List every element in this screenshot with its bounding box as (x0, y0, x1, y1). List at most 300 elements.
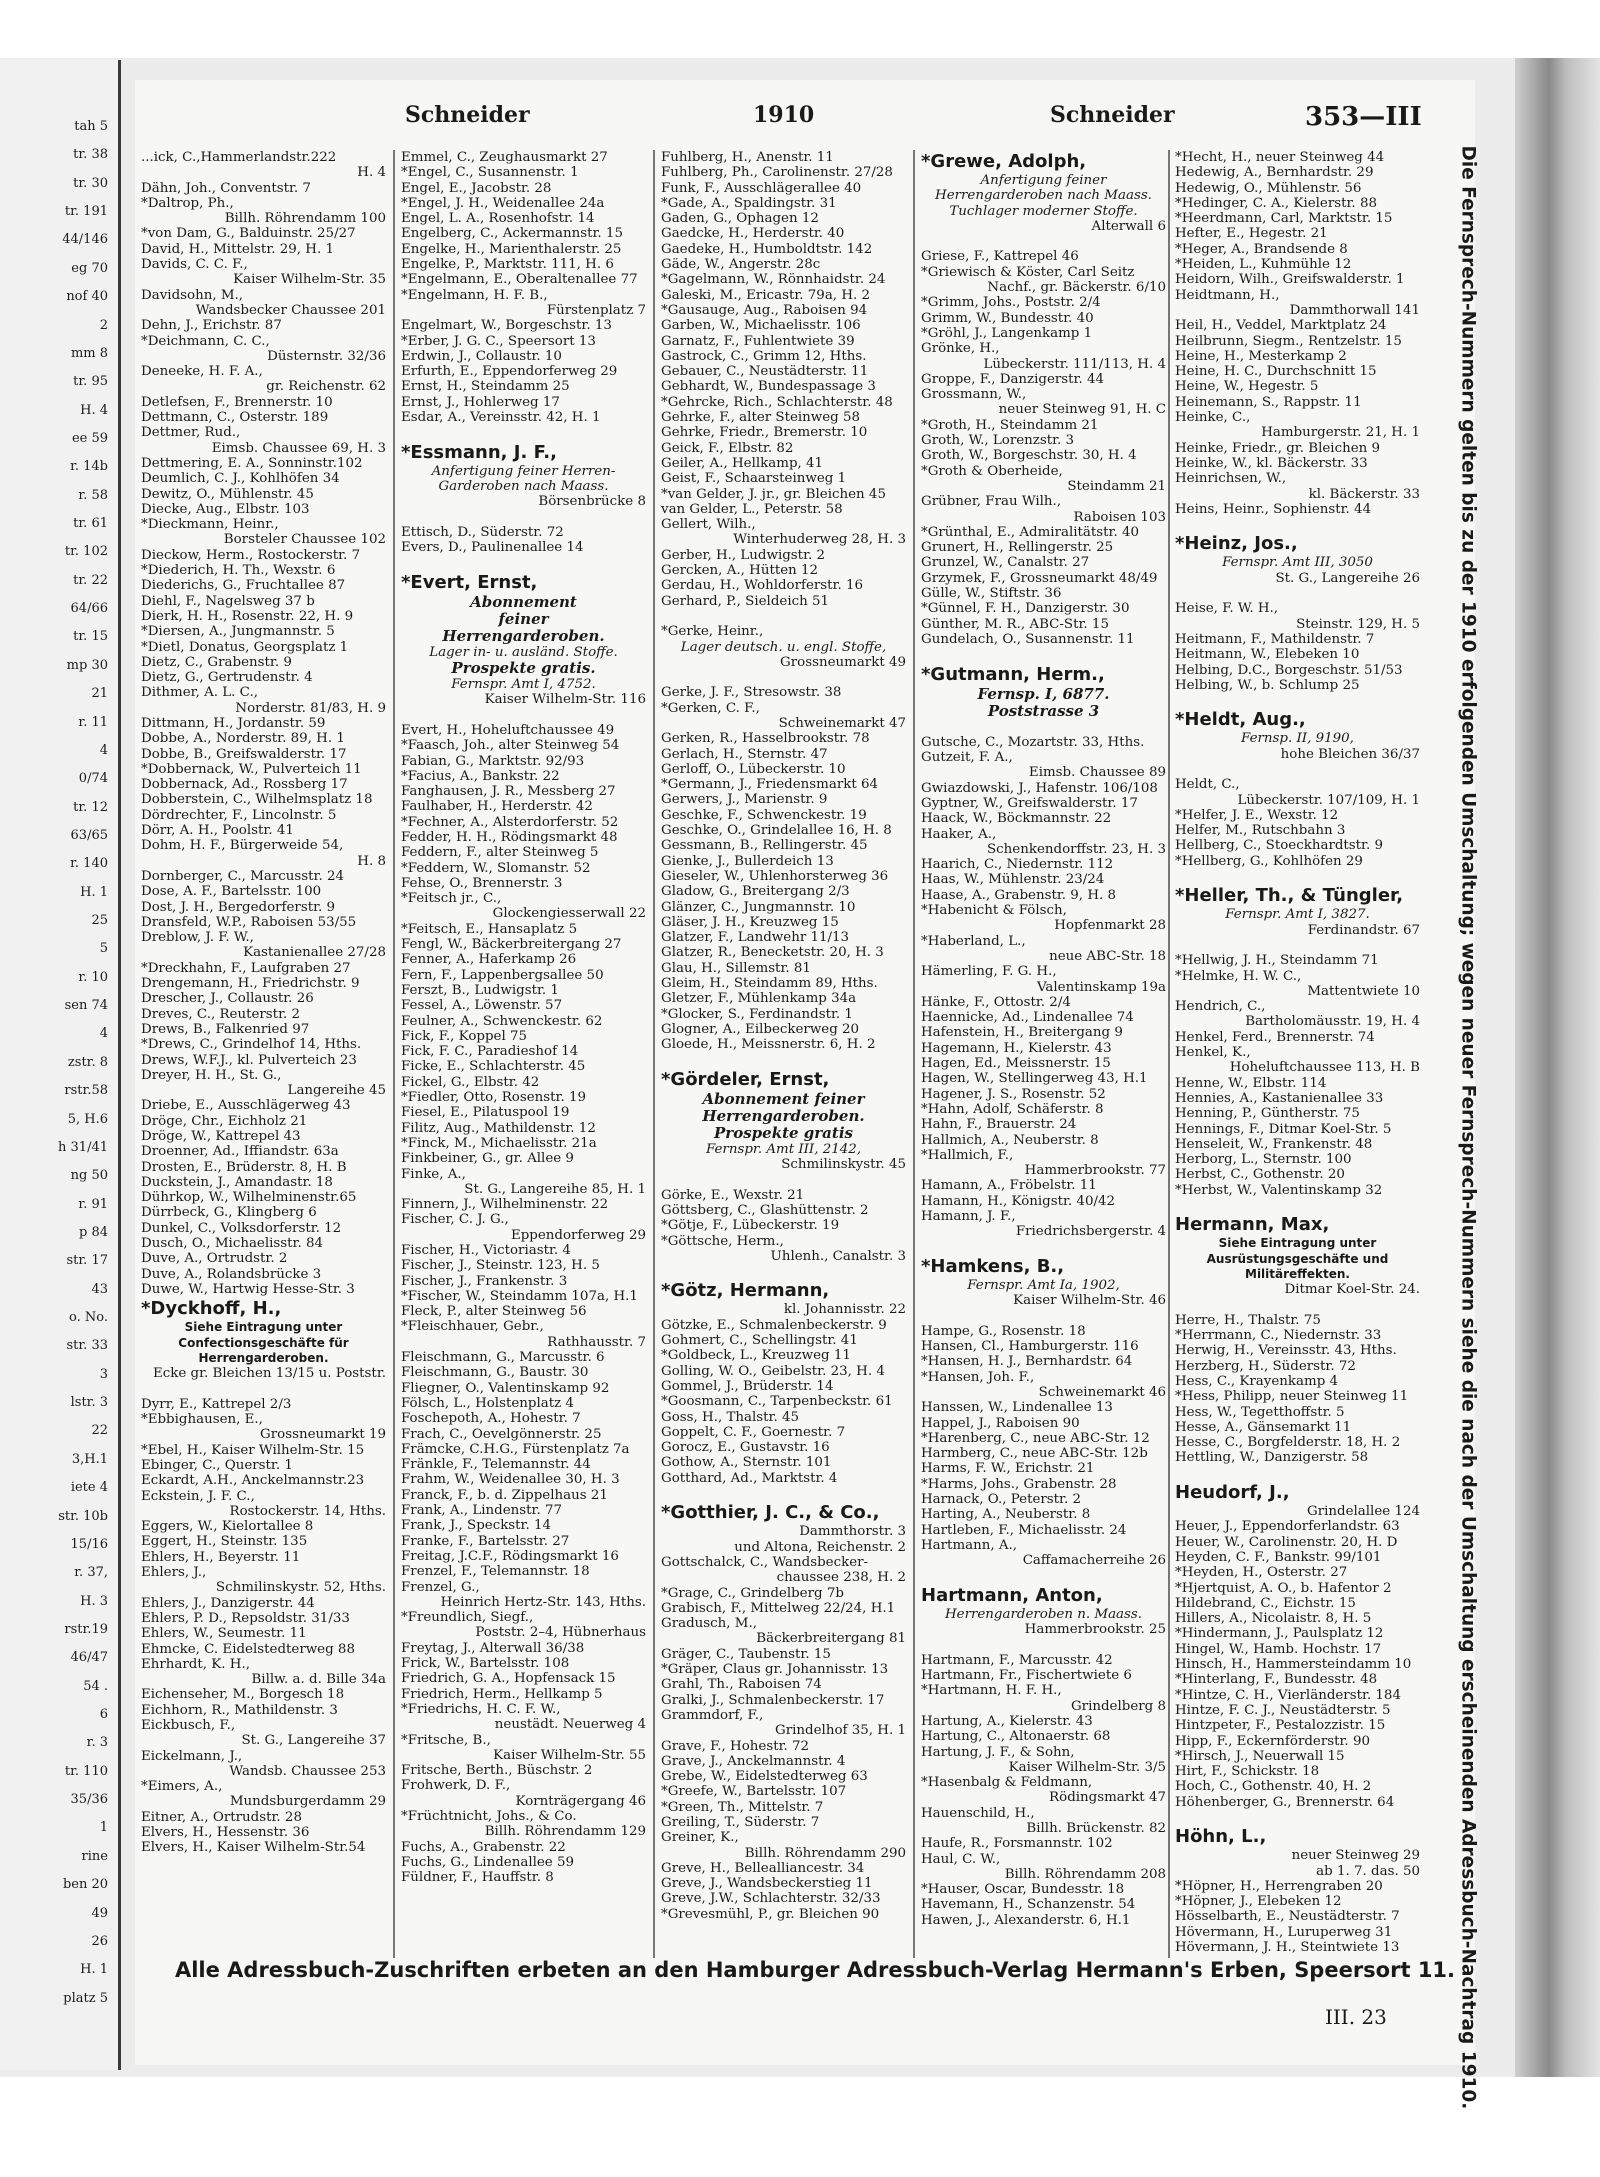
directory-entry: Henning, P., Güntherstr. 75 (1175, 1106, 1360, 1122)
vertical-margin-note (1453, 145, 1493, 2110)
directory-entry: *Hirsch, J., Neuerwall 15 (1175, 1748, 1345, 1764)
directory-entry: Dusch, O., Michaelisstr. 84 (141, 1236, 324, 1252)
directory-entry: und Altona, Reichenstr. 2 (734, 1539, 906, 1555)
directory-entry (1175, 693, 1420, 708)
directory-entry (921, 720, 1166, 735)
directory-entry: Billw. a. d. Bille 34a (251, 1672, 386, 1688)
directory-entry: Hess, W., Tegetthoffstr. 5 (1175, 1404, 1345, 1420)
directory-entry: Grossmann, W., (921, 387, 1027, 403)
directory-entry: Düsternstr. 32/36 (267, 348, 386, 364)
directory-entry: Dördrechter, F., Lincolnstr. 5 (141, 807, 337, 823)
directory-entry: Eimsb. Chaussee 69, H. 3 (211, 440, 386, 456)
directory-entry: Eickbusch, F., (141, 1717, 236, 1733)
directory-entry: Gundelach, O., Susannenstr. 11 (921, 631, 1135, 647)
directory-entry: *Gade, A., Spaldingstr. 31 (661, 195, 837, 211)
directory-entry: Hamburgerstr. 21, H. 1 (1261, 425, 1420, 441)
directory-column-4 (921, 150, 1166, 1960)
previous-page-fragment: 63/65 (70, 827, 108, 843)
directory-entry: Hamann, J. F., (921, 1209, 1016, 1224)
directory-entry (661, 1172, 906, 1187)
directory-entry: Gülle, W., Stiftstr. 36 (921, 586, 1062, 602)
directory-entry: Börsenbrücke 8 (538, 494, 646, 510)
directory-entry: Schenkendorffstr. 23, H. 3 (986, 841, 1166, 857)
directory-entry: *Goldbeck, L., Kreuzweg 11 (661, 1348, 851, 1364)
directory-entry: Glatzer, R., Benecketstr. 20, H. 3 (661, 945, 884, 961)
directory-entry: Heinke, W., kl. Bäckerstr. 33 (1175, 455, 1368, 471)
directory-entry: *Dieckmann, Heinr., (141, 517, 279, 533)
directory-entry: Fuchs, A., Grabenstr. 22 (401, 1839, 566, 1855)
directory-page (135, 80, 1479, 2110)
previous-page-fragment: tr. 15 (73, 629, 108, 645)
directory-entry (921, 1637, 1166, 1652)
directory-entry: Hamann, A., Fröbelstr. 11 (921, 1178, 1097, 1194)
directory-entry: Winterhuderweg 28, H. 3 (733, 532, 906, 548)
directory-entry: Freytag, J., Alterwall 36/38 (401, 1640, 585, 1656)
previous-page-fragment: r. 3 (86, 1735, 108, 1751)
directory-entry: Hoch, C., Gothenstr. 40, H. 2 (1175, 1779, 1372, 1795)
directory-entry: Ecke gr. Bleichen 13/15 u. Poststr. (152, 1366, 386, 1382)
directory-entry: Gessmann, B., Rellingerstr. 45 (661, 838, 868, 854)
directory-entry: Grave, J., Anckelmannstr. 4 (661, 1753, 846, 1769)
directory-entry: Helfer, M., Rutschbahn 3 (1175, 823, 1346, 839)
directory-entry: Heidorn, Wilh., Greifswalderstr. 1 (1175, 272, 1405, 288)
directory-entry: Finke, A., (401, 1166, 466, 1182)
directory-entry: *Göttsche, Herm., (661, 1233, 784, 1249)
directory-entry: *van Gelder, J. jr., gr. Bleichen 45 (661, 486, 886, 502)
previous-page-fragment: 5 (99, 941, 108, 957)
directory-entry: Groth, W., Borgeschstr. 30, H. 4 (921, 448, 1137, 464)
directory-entry: Eimsb. Chaussee 89 (1028, 765, 1166, 781)
directory-entry: Gerke, J. F., Stresowstr. 38 (661, 685, 842, 701)
directory-entry: Grindelhof 35, H. 1 (775, 1723, 906, 1739)
directory-entry: Dithmer, A. L. C., (141, 685, 258, 701)
directory-entry: ab 1. 7. das. 50 (1316, 1863, 1420, 1879)
directory-entry: Davids, C. C. F., (141, 257, 248, 273)
directory-entry: Höhenberger, G., Brennerstr. 64 (1175, 1794, 1395, 1810)
previous-page-fragment: 22 (91, 1423, 108, 1439)
directory-entry: *Glocker, S., Ferdinandstr. 1 (661, 1006, 853, 1022)
directory-entry: Haase, A., Grabenstr. 9, H. 8 (921, 887, 1117, 903)
directory-entry: *Dietl, Donatus, Georgsplatz 1 (141, 639, 349, 655)
directory-entry: David, H., Mittelstr. 29, H. 1 (141, 241, 335, 257)
directory-entry: Fuhlberg, Ph., Carolinenstr. 27/28 (661, 165, 893, 181)
directory-column-2 (401, 150, 646, 1960)
advertisement-line: Tuchlager moderner Stoffe. (949, 203, 1138, 219)
advertisement-line: Lager in- u. ausländ. Stoffe. (429, 644, 618, 660)
previous-page-fragment: tr. 102 (64, 544, 108, 560)
directory-entry: Gebhardt, W., Bundespassage 3 (661, 379, 876, 395)
previous-page-fragment: 64/66 (70, 601, 108, 617)
directory-entry: Foschepoth, A., Hohestr. 7 (401, 1411, 581, 1427)
directory-entry: Harnack, O., Peterstr. 2 (921, 1492, 1082, 1508)
directory-entry: Dittmann, H., Jordanstr. 59 (141, 715, 326, 731)
directory-entry: Heine, W., Hegestr. 5 (1175, 379, 1319, 395)
previous-page-fragment: platz 5 (63, 1990, 108, 2006)
directory-entry: Dreblow, J. F. W., (141, 930, 254, 946)
directory-entry: Glatzer, F., Landwehr 11/13 (661, 930, 850, 946)
directory-entry: *Hartmann, H. F. H., (921, 1683, 1062, 1699)
directory-entry: Dobberstein, C., Wilhelmsplatz 18 (141, 792, 373, 808)
directory-entry: Feulner, A., Schwenckestr. 62 (401, 1013, 603, 1029)
directory-entry: Grahl, Th., Raboisen 74 (661, 1677, 822, 1693)
directory-entry: Heinrichsen, W., (1175, 471, 1287, 487)
directory-entry: Gerhard, P., Sieldeich 51 (661, 593, 830, 609)
directory-entry: Deneeke, H. F. A., (141, 364, 263, 380)
directory-entry: Eggers, W., Kielortallee 8 (141, 1519, 314, 1535)
directory-entry: *Freundlich, Siegf., (401, 1610, 534, 1626)
advertisement-line: Militäreffekten. (1245, 1266, 1350, 1281)
directory-entry: Duve, A., Rolandsbrücke 3 (141, 1266, 322, 1282)
directory-entry: *Hellberg, G., Kohlhöfen 29 (1175, 853, 1363, 869)
previous-page-fragment: r. 11 (78, 714, 108, 730)
previous-page-fragment: tr. 12 (73, 799, 108, 815)
directory-entry: Dettmann, C., Osterstr. 189 (141, 410, 329, 426)
directory-entry: Grossneumarkt 49 (780, 654, 906, 670)
previous-page-edge (0, 60, 121, 2070)
directory-entry: *Haberland, L., (921, 933, 1026, 949)
advertisement-line: *Gotthier, J. C., & Co., (661, 1502, 880, 1524)
directory-entry: Fölsch, L., Holstenplatz 4 (401, 1395, 574, 1411)
directory-entry: Deumlich, C. J., Kohlhöfen 34 (141, 471, 340, 487)
directory-entry: Hauenschild, H., (921, 1805, 1035, 1821)
directory-entry: Bartholomäusstr. 19, H. 4 (1245, 1014, 1420, 1030)
directory-entry: Hammerbrookstr. 25 (1024, 1622, 1166, 1638)
directory-entry: Heil, H., Veddel, Marktplatz 24 (1175, 318, 1387, 334)
column-divider (913, 150, 915, 1958)
directory-entry: *Höpner, J., Elebeken 12 (1175, 1894, 1342, 1910)
directory-entry (661, 1486, 906, 1501)
directory-entry (1175, 517, 1420, 532)
directory-entry: Fickel, G., Elbstr. 42 (401, 1074, 540, 1090)
directory-entry: Haennicke, Ad., Lindenallee 74 (921, 1010, 1134, 1026)
directory-entry: Rathhausstr. 7 (547, 1334, 646, 1350)
directory-entry: Hess, C., Krayenkamp 4 (1175, 1373, 1339, 1389)
advertisement-line: Fernsp. I, 6877. (977, 685, 1110, 703)
directory-entry: Hartmann, Fr., Fischertwiete 6 (921, 1668, 1132, 1684)
directory-entry: *Hinterlang, F., Bundesstr. 48 (1175, 1672, 1378, 1688)
directory-entry: Gläser, J. H., Kreuzweg 15 (661, 914, 839, 930)
previous-page-fragment: 35/36 (70, 1792, 108, 1808)
previous-page-fragment: 43 (91, 1281, 108, 1297)
directory-entry: Görke, E., Wexstr. 21 (661, 1187, 805, 1203)
directory-entry: Gotthard, Ad., Marktstr. 4 (661, 1470, 838, 1486)
directory-entry: Hartung, C., Altonaerstr. 68 (921, 1729, 1111, 1745)
directory-entry: Drosten, E., Brüderstr. 8, H. B (141, 1159, 347, 1175)
advertisement-line: Abonnement feiner (702, 1090, 865, 1108)
directory-entry: Norderstr. 81/83, H. 9 (235, 700, 386, 716)
previous-page-fragment: nof 40 (66, 289, 108, 305)
directory-entry (1175, 869, 1420, 884)
directory-entry: Emmel, C., Zeughausmarkt 27 (401, 150, 608, 165)
previous-page-fragment: p 84 (79, 1224, 108, 1240)
directory-entry: Havemann, H., Schanzenstr. 54 (921, 1897, 1136, 1913)
advertisement-line: Fernsp. II, 9190, (1241, 731, 1354, 747)
directory-entry: Drescher, J., Collaustr. 26 (141, 991, 314, 1007)
directory-entry: Greiling, T., Süderstr. 7 (661, 1814, 820, 1830)
advertisement-line: Prospekte gratis (714, 1124, 853, 1142)
directory-entry (401, 425, 646, 440)
directory-entry: neuer Steinweg 29 (1291, 1848, 1420, 1864)
directory-entry (921, 647, 1166, 662)
directory-entry: Eppendorferweg 29 (510, 1227, 646, 1243)
directory-entry: Haufe, R., Forsmannstr. 102 (921, 1836, 1113, 1852)
directory-entry: Steindamm 21 (1067, 478, 1166, 494)
directory-entry: Heins, Heinr., Sophienstr. 44 (1175, 501, 1372, 517)
directory-entry: *Heiden, L., Kuhmühle 12 (1175, 257, 1352, 273)
directory-entry: Hagen, Ed., Meissnerstr. 15 (921, 1056, 1111, 1072)
directory-entry: *Erber, J. G. C., Speersort 13 (401, 333, 596, 349)
directory-entry: Rödingsmarkt 47 (1049, 1790, 1166, 1806)
previous-page-fragment: r. 10 (78, 969, 108, 985)
directory-entry: Hösselbarth, E., Neustädterstr. 7 (1175, 1909, 1400, 1925)
previous-page-fragment: mm 8 (70, 345, 108, 361)
advertisement-line: Herrengarderoben. (198, 1350, 329, 1365)
directory-entry (401, 555, 646, 570)
advertisement-line: *Hamkens, B., (921, 1255, 1065, 1277)
directory-entry: Heinrich Hertz-Str. 143, Hths. (440, 1594, 646, 1610)
directory-entry: Heine, H. C., Durchschnitt 15 (1175, 364, 1377, 380)
previous-page-fragment: r. 14b (70, 459, 108, 475)
directory-entry: Fern, F., Lappenbergsallee 50 (401, 967, 604, 983)
directory-entry: Billh. Röhrendamm 208 (1004, 1866, 1166, 1882)
directory-entry: H. 4 (357, 165, 386, 181)
directory-entry: Erfurth, E., Eppendorferweg 29 (401, 364, 618, 380)
previous-page-fragment: tr. 110 (64, 1763, 108, 1779)
directory-entry: Gercken, A., Hütten 12 (661, 563, 819, 579)
advertisement-line: Siehe Eintragung unter (1218, 1236, 1377, 1251)
directory-entry: *Götje, F., Lübeckerstr. 19 (661, 1218, 840, 1234)
directory-entry: Dyrr, E., Kattrepel 2/3 (141, 1396, 292, 1412)
directory-entry (921, 1308, 1166, 1323)
directory-entry: Diederichs, G., Fruchtallee 87 (141, 578, 346, 594)
directory-entry: Gaden, G., Ophagen 12 (661, 211, 819, 227)
vertical-margin-note-text: Die Fernsprech-Nummern gelten bis zu der 1910 erfolgenden Umschaltung; wegen neuer Fernsprech-Nummern siehe die nach der Umschaltung erscheinenden Adressbuch-Nachtrag 1910. (1457, 145, 1479, 2110)
directory-entry: Gieseler, W., Uhlenhorsterweg 36 (661, 868, 889, 884)
directory-entry: Gohmert, C., Schellingstr. 41 (661, 1333, 858, 1349)
directory-entry: *Gröhl, J., Langenkamp 1 (921, 325, 1093, 341)
directory-entry: Gerdau, H., Wohldorferstr. 16 (661, 578, 864, 594)
directory-entry: Gradusch, M., (661, 1616, 758, 1632)
directory-entry: Hedewig, O., Mühlenstr. 56 (1175, 180, 1362, 196)
previous-page-fragment: 3,H.1 (71, 1451, 108, 1467)
previous-page-fragment: rstr.19 (64, 1621, 108, 1637)
directory-entry: Herbst, C., Gothenstr. 20 (1175, 1167, 1345, 1183)
directory-entry: Fedder, H. H., Rödingsmarkt 48 (401, 829, 618, 845)
directory-entry (1175, 1297, 1420, 1312)
directory-entry: Grossneumarkt 19 (260, 1427, 386, 1443)
directory-entry: Dierk, H. H., Rosenstr. 22, H. 9 (141, 608, 354, 624)
directory-entry: Ferszt, B., Ludwigstr. 1 (401, 982, 559, 998)
previous-page-fragment: 54 . (83, 1678, 108, 1694)
directory-entry: Dührkop, W., Wilhelminenstr.65 (141, 1190, 357, 1206)
directory-entry: Eggert, H., Steinstr. 135 (141, 1534, 308, 1550)
advertisement-line: Garderoben nach Maass. (438, 478, 609, 494)
directory-entry: *Heerdmann, Carl, Marktstr. 15 (1175, 211, 1393, 227)
directory-entry: Dreyer, H. H., St. G., (141, 1067, 282, 1083)
directory-entry: *Günnel, F. H., Danzigerstr. 30 (921, 601, 1130, 617)
column-divider (653, 150, 655, 1958)
directory-entry: Heldt, C., (1175, 777, 1240, 793)
previous-page-fragment: str. 10b (58, 1508, 108, 1524)
footer-page-number: III. 23 (1325, 2005, 1387, 2029)
directory-entry: Harms, F. W., Erichstr. 21 (921, 1461, 1095, 1477)
advertisement-line: Fernspr. Amt I, 3827. (1225, 907, 1370, 923)
directory-entry: *Gausauge, Aug., Raboisen 94 (661, 302, 868, 318)
directory-entry: Mattentwiete 10 (1307, 983, 1420, 999)
advertisement-line: Fernspr. Amt I, 4752. (451, 677, 596, 693)
directory-entry: Frank, J., Speckstr. 14 (401, 1518, 552, 1534)
directory-entry: *Harms, Johs., Grabenstr. 28 (921, 1476, 1117, 1492)
directory-entry: Fengl, W., Bäckerbreitergang 27 (401, 937, 622, 953)
directory-entry: Hildebrand, C., Eichstr. 15 (1175, 1595, 1356, 1611)
directory-entry: Eitner, A., Ortrudstr. 28 (141, 1809, 302, 1825)
directory-entry: *Hallmich, F., (921, 1147, 1014, 1163)
directory-entry: Hennies, A., Kastanienallee 33 (1175, 1090, 1384, 1106)
directory-entry: Grönke, H., (921, 341, 1000, 357)
directory-entry: Haas, W., Mühlenstr. 23/24 (921, 872, 1105, 888)
directory-entry: Gletzer, F., Mühlenkamp 34a (661, 991, 857, 1007)
directory-entry: Engel, E., Jacobstr. 28 (401, 180, 552, 196)
directory-entry: Groppe, F., Danzigerstr. 44 (921, 371, 1105, 387)
directory-entry: Erdwin, J., Collaustr. 10 (401, 348, 562, 364)
directory-entry: Gralki, J., Schmalenbeckerstr. 17 (661, 1692, 885, 1708)
directory-entry: *Hellwig, J. H., Steindamm 71 (1175, 953, 1379, 969)
directory-entry: Dewitz, O., Mühlenstr. 45 (141, 486, 314, 502)
directory-entry: Poststr. 2–4, Hübnerhaus (475, 1625, 646, 1641)
advertisement-line: Anfertigung feiner (980, 173, 1107, 188)
previous-page-fragment: 4 (99, 1026, 108, 1042)
directory-entry: Schmilinskystr. 52, Hths. (215, 1580, 386, 1596)
directory-entry: Herzberg, H., Süderstr. 72 (1175, 1358, 1356, 1374)
page-header (135, 98, 1475, 138)
directory-entry: *Heger, A., Brandsende 8 (1175, 241, 1348, 257)
advertisement-line: Abonnement (470, 593, 577, 611)
page-footer: Alle Adressbuch-Zuschriften erbeten an den Hamburger Adressbuch-Verlag Hermann's Erben, Speersort 11. (174, 1958, 1456, 1982)
directory-entry: Gerwers, J., Marienstr. 9 (661, 792, 828, 808)
previous-page-fragment: tr. 30 (73, 175, 108, 191)
directory-entry: Billh. Brückenstr. 82 (1026, 1820, 1166, 1836)
advertisement-line: Höhn, L., (1175, 1826, 1267, 1848)
directory-entry: *Feitsch, E., Hansaplatz 5 (401, 921, 578, 937)
directory-entry: Ettisch, D., Süderstr. 72 (401, 524, 564, 540)
directory-entry: chaussee 238, H. 2 (776, 1570, 906, 1586)
directory-entry: *Goosmann, C., Tarpenbeckstr. 61 (661, 1394, 893, 1410)
directory-entry: *Ebel, H., Kaiser Wilhelm-Str. 15 (141, 1442, 365, 1458)
directory-entry (141, 1381, 386, 1396)
directory-entry: Duckstein, J., Amandastr. 18 (141, 1174, 333, 1190)
advertisement-line: *Heinz, Jos., (1175, 533, 1298, 555)
previous-page-fragment: str. 33 (66, 1338, 108, 1354)
directory-entry: Hansen, Cl., Hamburgerstr. 116 (921, 1339, 1139, 1355)
directory-entry: Drews, W.F.J., kl. Pulverteich 23 (141, 1052, 357, 1068)
directory-entry: Harmberg, C., neue ABC-Str. 12b (921, 1446, 1148, 1462)
directory-entry: Drews, B., Falkenried 97 (141, 1021, 310, 1037)
directory-entry: Geschke, F., Schwenckestr. 19 (661, 807, 867, 823)
directory-entry: Franke, F., Bartelsstr. 27 (401, 1533, 570, 1549)
directory-entry: Friedrich, Herm., Hellkamp 5 (401, 1686, 603, 1702)
directory-entry: Hampe, G., Rosenstr. 18 (921, 1323, 1086, 1339)
directory-entry: kl. Bäckerstr. 33 (1308, 486, 1420, 502)
advertisement-line: *Essmann, J. F., (401, 441, 557, 463)
directory-entry: Kaiser Wilhelm-Str. 55 (493, 1747, 646, 1763)
directory-entry: Hingel, W., Hamb. Hochstr. 17 (1175, 1641, 1382, 1657)
directory-entry: Duve, A., Ortrudstr. 2 (141, 1251, 288, 1267)
directory-entry: Füldner, F., Hauffstr. 8 (401, 1870, 554, 1886)
advertisement-line: *Heller, Th., & Tüngler, (1175, 885, 1404, 907)
header-year: 1910 (753, 102, 815, 128)
directory-entry: Frohwerk, D. F., (401, 1778, 511, 1794)
advertisement-line: *Götz, Hermann, (661, 1280, 830, 1302)
advertisement-line: Fernspr. Amt Ia, 1902, (967, 1277, 1120, 1293)
directory-entry: Ficke, E., Schlachterstr. 45 (401, 1059, 586, 1075)
directory-entry: Gommel, J., Brüderstr. 14 (661, 1378, 834, 1394)
advertisement-line: feiner (498, 610, 549, 628)
directory-entry: Detlefsen, F., Brennerstr. 10 (141, 394, 333, 410)
directory-entry: Hawen, J., Alexanderstr. 6, H.1 (921, 1912, 1131, 1928)
directory-entry: *Dobbernack, W., Pulverteich 11 (141, 761, 362, 777)
directory-entry (1175, 586, 1420, 601)
directory-entry: Grindelberg 8 (1070, 1698, 1166, 1714)
directory-entry: *Hansen, H. J., Bernhardstr. 64 (921, 1354, 1133, 1370)
previous-page-fragment: 6 (99, 1707, 108, 1723)
directory-entry: Gräger, C., Taubenstr. 15 (661, 1646, 831, 1662)
directory-entry: Dietz, C., Grabenstr. 9 (141, 654, 292, 670)
directory-entry (1175, 762, 1420, 777)
directory-entry: Evert, H., Hoheluftchaussee 49 (401, 722, 615, 738)
directory-entry: Billh. Röhrendamm 290 (744, 1845, 906, 1861)
directory-entry: Eickelmann, J., (141, 1748, 243, 1764)
directory-entry: Hoheluftchaussee 113, H. B (1229, 1060, 1420, 1076)
directory-entry: Dröge, W., Kattrepel 43 (141, 1129, 301, 1144)
directory-entry: *Höpner, H., Herrengraben 20 (1175, 1878, 1383, 1894)
directory-entry: *Fischer, W., Steindamm 107a, H.1 (401, 1288, 638, 1304)
advertisement-line: Fernspr. Amt III, 3050 (1222, 555, 1373, 571)
directory-entry: *Grage, C., Grindelberg 7b (661, 1585, 844, 1601)
directory-entry: Geist, F., Schaarsteinweg 1 (661, 471, 847, 487)
directory-entry: Eckstein, J. F. C., (141, 1488, 255, 1504)
directory-entry: Kornträgergang 46 (515, 1793, 646, 1809)
directory-entry: Greve, J., Wandsbeckerstieg 11 (661, 1876, 873, 1892)
directory-entry: Dähn, Joh., Conventstr. 7 (141, 180, 311, 196)
directory-entry: *Deichmann, C. C., (141, 333, 270, 349)
directory-entry: Fischer, J., Frankenstr. 3 (401, 1273, 568, 1289)
directory-entry: Ditmar Koel-Str. 24. (1284, 1282, 1420, 1298)
directory-entry: Grave, F., Hohestr. 72 (661, 1738, 810, 1754)
directory-entry: Dieckow, Herm., Rostockerstr. 7 (141, 547, 361, 563)
directory-entry: kl. Johannisstr. 22 (783, 1302, 906, 1318)
directory-entry: Heidtmann, H., (1175, 287, 1280, 303)
directory-entry: Gerlach, H., Sternstr. 47 (661, 746, 828, 762)
previous-page-fragment: 44/146 (62, 232, 108, 248)
directory-entry: Gutzeit, F. A., (921, 750, 1013, 766)
directory-entry: St. G., Langereihe 85, H. 1 (464, 1181, 646, 1197)
directory-entry: Dörr, A. H., Poolstr. 41 (141, 823, 294, 839)
previous-page-fragment: 46/47 (70, 1650, 108, 1666)
directory-entry: Dröge, Chr., Eichholz 21 (141, 1113, 308, 1129)
book-binding-edge (1515, 58, 1600, 2077)
directory-entry: Valentinskamp 19a (1036, 979, 1166, 995)
directory-entry: Gorocz, E., Gustavstr. 16 (661, 1440, 830, 1456)
directory-entry: van Gelder, L., Peterstr. 58 (661, 501, 843, 517)
directory-entry (661, 670, 906, 685)
directory-entry: Engelberg, C., Ackermannstr. 15 (401, 226, 623, 242)
previous-page-fragment: h 31/41 (58, 1139, 108, 1155)
directory-entry: Hartmann, F., Marcusstr. 42 (921, 1652, 1113, 1668)
directory-entry: Lübeckerstr. 107/109, H. 1 (1237, 792, 1420, 808)
directory-entry: Hipp, F., Eckernförderstr. 90 (1175, 1733, 1370, 1749)
directory-entry: Hartung, A., Kielerstr. 43 (921, 1713, 1093, 1729)
directory-entry: Hagener, J. S., Rosenstr. 52 (921, 1086, 1106, 1102)
